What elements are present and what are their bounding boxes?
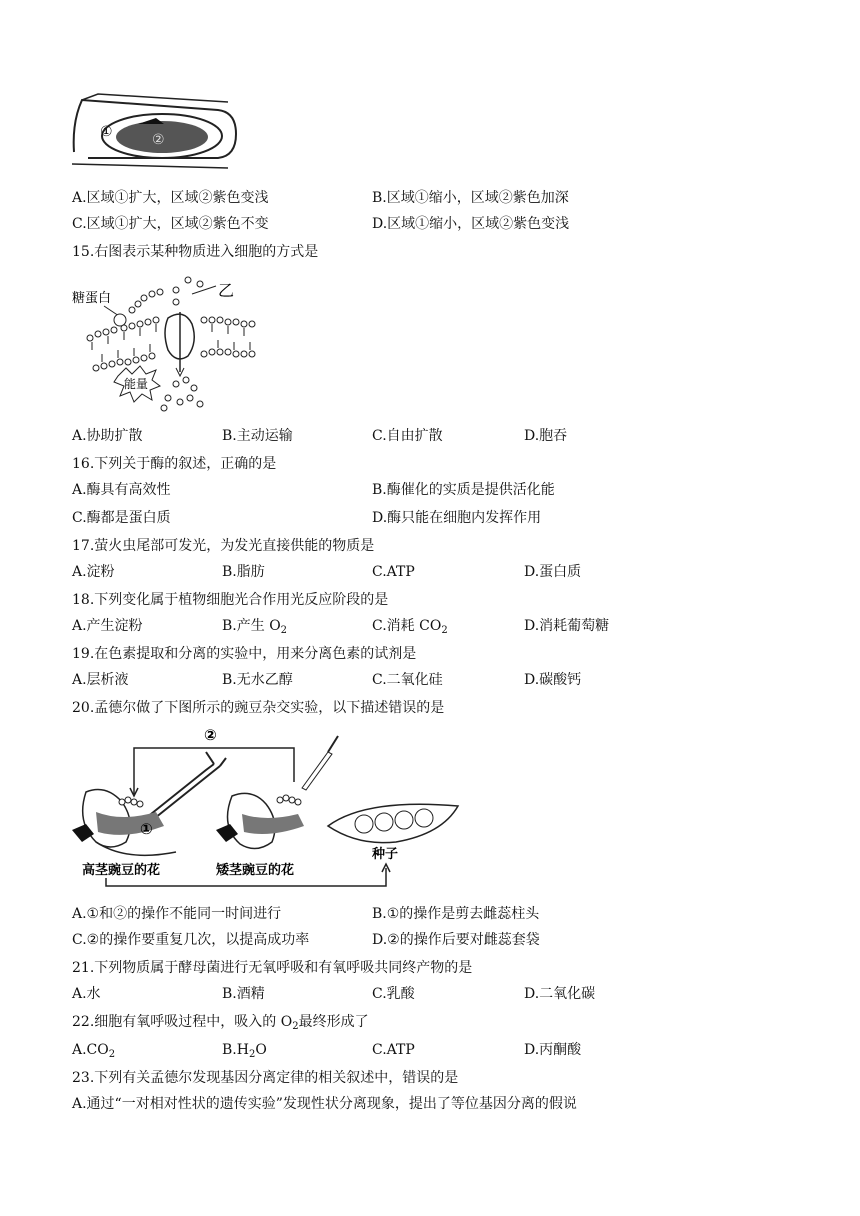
tall-flower-label: 高茎豌豆的花 bbox=[82, 863, 161, 878]
pea-cross-figure bbox=[66, 722, 466, 892]
q20-option-a: A.①和②的操作不能同一时间进行 bbox=[72, 906, 282, 922]
q16-option-d: D.酶只能在细胞内发挥作用 bbox=[372, 510, 542, 526]
q21-option-d: D.二氧化碳 bbox=[524, 986, 596, 1002]
dwarf-flower-label: 矮茎豌豆的花 bbox=[216, 863, 295, 878]
q21-stem: 21.下列物质属于酵母菌进行无氧呼吸和有氧呼吸共同终产物的是 bbox=[72, 960, 473, 976]
seed-label: 种子 bbox=[372, 847, 399, 862]
q19-option-c: C.二氧化硅 bbox=[372, 672, 443, 688]
q15-option-a: A.协助扩散 bbox=[72, 428, 143, 444]
glycoprotein-label: 糖蛋白 bbox=[72, 291, 112, 306]
q14-option-a: A.区域①扩大，区域②紫色变浅 bbox=[72, 190, 269, 206]
yi-label: 乙 bbox=[218, 281, 235, 300]
q17-option-c: C.ATP bbox=[372, 564, 415, 580]
energy-label: 能量 bbox=[124, 377, 149, 391]
q22-stem: 22.细胞有氧呼吸过程中，吸入的 $O_2$最终形成了 bbox=[72, 1014, 369, 1032]
region1-label: ① bbox=[100, 124, 113, 140]
q18-option-b: B.产生 $O_2$ bbox=[222, 618, 288, 636]
q18-option-d: D.消耗葡萄糖 bbox=[524, 618, 610, 634]
q15-option-c: C.自由扩散 bbox=[372, 428, 443, 444]
q18-option-a: A.产生淀粉 bbox=[72, 618, 143, 634]
q16-stem: 16.下列关于酶的叙述，正确的是 bbox=[72, 456, 277, 472]
q15-option-b: B.主动运输 bbox=[222, 428, 293, 444]
q15-option-d: D.胞吞 bbox=[524, 428, 568, 444]
mark2-label: ② bbox=[204, 726, 217, 744]
q22-option-a: $A.CO_2$ bbox=[72, 1042, 116, 1060]
q21-option-c: C.乳酸 bbox=[372, 986, 415, 1002]
q19-option-b: B.无水乙醇 bbox=[222, 672, 293, 688]
q21-option-a: A.水 bbox=[72, 986, 101, 1002]
q17-option-d: D.蛋白质 bbox=[524, 564, 582, 580]
q22-option-b: $B.H_2O$ bbox=[222, 1042, 267, 1060]
q19-option-a: A.层析液 bbox=[72, 672, 129, 688]
q15-stem: 15.右图表示某种物质进入细胞的方式是 bbox=[72, 244, 319, 260]
q20-stem: 20.孟德尔做了下图所示的豌豆杂交实验，以下描述错误的是 bbox=[72, 700, 445, 716]
q20-option-c: C.②的操作要重复几次，以提高成功率 bbox=[72, 932, 310, 948]
q17-option-a: A.淀粉 bbox=[72, 564, 115, 580]
q22-option-c: C.ATP bbox=[372, 1042, 415, 1058]
q18-stem: 18.下列变化属于植物细胞光合作用光反应阶段的是 bbox=[72, 592, 389, 608]
q22-option-d: D.丙酮酸 bbox=[524, 1042, 582, 1058]
q20-option-b: B.①的操作是剪去雌蕊柱头 bbox=[372, 906, 540, 922]
q14-option-c: C.区域①扩大，区域②紫色不变 bbox=[72, 216, 269, 232]
q19-option-d: D.碳酸钙 bbox=[524, 672, 582, 688]
q14-option-d: D.区域①缩小，区域②紫色变浅 bbox=[372, 216, 570, 232]
q16-option-c: C.酶都是蛋白质 bbox=[72, 510, 171, 526]
membrane-transport-figure bbox=[72, 272, 272, 414]
q17-option-b: B.脂肪 bbox=[222, 564, 265, 580]
q21-option-b: B.酒精 bbox=[222, 986, 265, 1002]
region2-label: ② bbox=[152, 132, 165, 148]
plasmolysis-cell-figure bbox=[68, 92, 248, 172]
q14-option-b: B.区域①缩小，区域②紫色加深 bbox=[372, 190, 569, 206]
q20-option-d: D.②的操作后要对雌蕊套袋 bbox=[372, 932, 540, 948]
q17-stem: 17.萤火虫尾部可发光，为发光直接供能的物质是 bbox=[72, 538, 375, 554]
mark1-label: ① bbox=[140, 820, 153, 838]
q16-option-b: B.酶催化的实质是提供活化能 bbox=[372, 482, 555, 498]
q23-option-a: A.通过“一对相对性状的遗传实验”发现性状分离现象，提出了等位基因分离的假说 bbox=[72, 1096, 577, 1112]
q23-stem: 23.下列有关孟德尔发现基因分离定律的相关叙述中，错误的是 bbox=[72, 1070, 459, 1086]
q19-stem: 19.在色素提取和分离的实验中，用来分离色素的试剂是 bbox=[72, 646, 417, 662]
q16-option-a: A.酶具有高效性 bbox=[72, 482, 171, 498]
q18-option-c: C.消耗 $CO_2$ bbox=[372, 618, 448, 636]
